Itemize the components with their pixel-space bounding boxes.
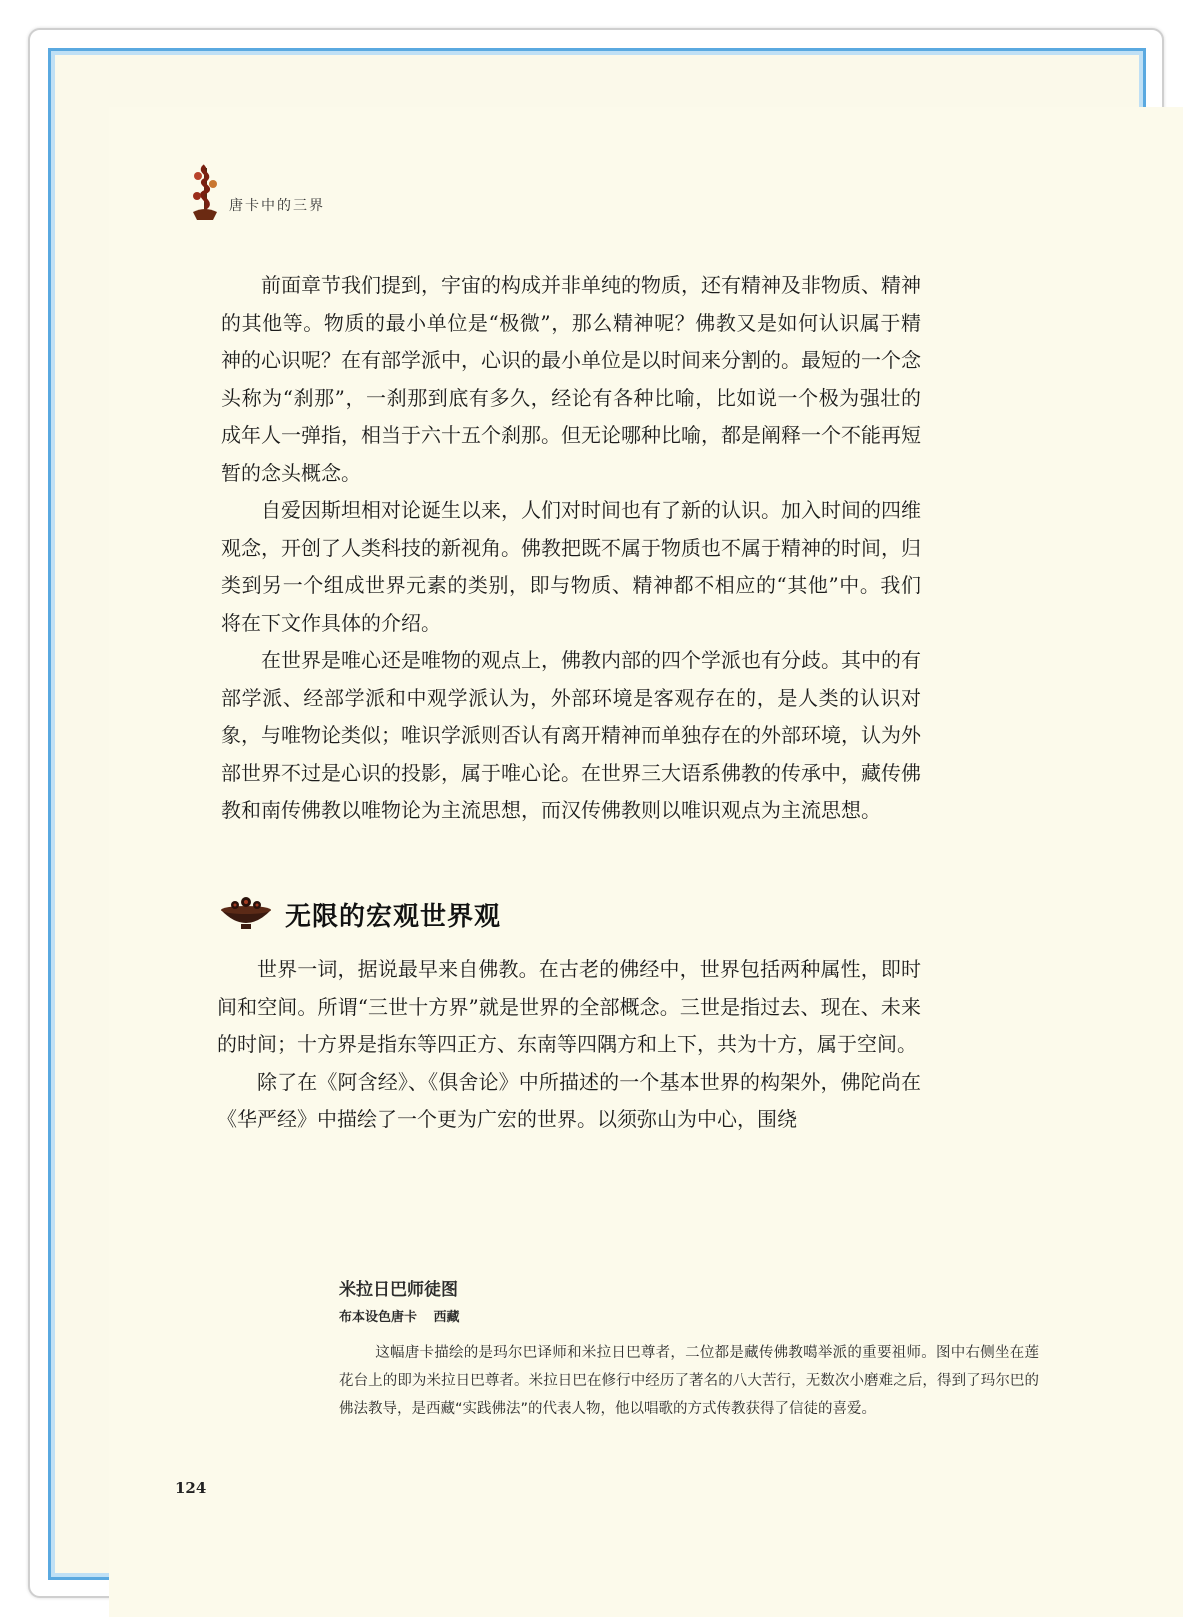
- section-2-body: [217, 951, 921, 1139]
- section-title: 无限的宏观世界观: [285, 901, 502, 932]
- ornament-icon: [187, 162, 225, 222]
- paragraph: 世界一词，据说最早来自佛教。在古老的佛经中，世界包括两种属性，即时间和空间。所谓“三世十方界”就是世界的全部概念。三世是指过去、现在、未来的时间；十方界是指东等四正方、东南等四隅方和上下，共为十方，属于空间。: [217, 957, 921, 1056]
- running-head-title: 唐卡中的三界: [229, 198, 325, 214]
- caption-title: 米拉日巴师徒图: [339, 1280, 458, 1300]
- book-page: [109, 107, 1183, 1617]
- figure-caption: [339, 1275, 1039, 1423]
- section-1-body: [221, 267, 921, 830]
- caption-region: 西藏: [433, 1310, 460, 1325]
- section-heading: [217, 891, 501, 937]
- caption-medium: 布本设色唐卡: [339, 1310, 418, 1325]
- paragraph: 前面章节我们提到，宇宙的构成并非单纯的物质，还有精神及非物质、精神的其他等。物质的最小单位是“极微”，那么精神呢？佛教又是如何认识属于精神的心识呢？在有部学派中，心识的最小单位是以时间来分割的。最短的一个念头称为“刹那”，一刹那到底有多久，经论有各种比喻，比如说一个极为强壮的成年人一弹指，相当于六十五个刹那。但无论哪种比喻，都是阐释一个不能再短暂的念头概念。: [221, 273, 921, 485]
- paragraph: 在世界是唯心还是唯物的观点上，佛教内部的四个学派也有分歧。其中的有部学派、经部学派和中观学派认为，外部环境是客观存在的，是人类的认识对象，与唯物论类似；唯识学派则否认有离开精神而单独存在的外部环境，认为外部世界不过是心识的投影，属于唯心论。在世界三大语系佛教的传承中，藏传佛教和南传佛教以唯物论为主流思想，而汉传佛教则以唯识观点为主流思想。: [221, 648, 921, 822]
- paragraph: 除了在《阿含经》、《俱舍论》中所描述的一个基本世界的构架外，佛陀尚在《华严经》中描绘了一个更为广宏的世界。以须弥山为中心，围绕: [217, 1069, 921, 1131]
- caption-subtitle: [339, 1306, 1039, 1325]
- page-blue-border: [48, 48, 1146, 1580]
- page-number: 124: [175, 1479, 207, 1497]
- paragraph: 自爱因斯坦相对论诞生以来，人们对时间也有了新的认识。加入时间的四维观念，开创了人类科技的新视角。佛教把既不属于物质也不属于精神的时间，归类到另一个组成世界元素的类别，即与物质、精神都不相应的“其他”中。我们将在下文作具体的介绍。: [221, 498, 921, 635]
- offering-bowl-icon: [217, 896, 275, 932]
- caption-text: 这幅唐卡描绘的是玛尔巴译师和米拉日巴尊者，二位都是藏传佛教噶举派的重要祖师。图中右侧坐在莲花台上的即为米拉日巴尊者。米拉日巴在修行中经历了著名的八大苦行，无数次小磨难之后，得到了玛尔巴的佛法教导，是西藏“实践佛法”的代表人物，他以唱歌的方式传教获得了信徒的喜爱。: [339, 1345, 1039, 1417]
